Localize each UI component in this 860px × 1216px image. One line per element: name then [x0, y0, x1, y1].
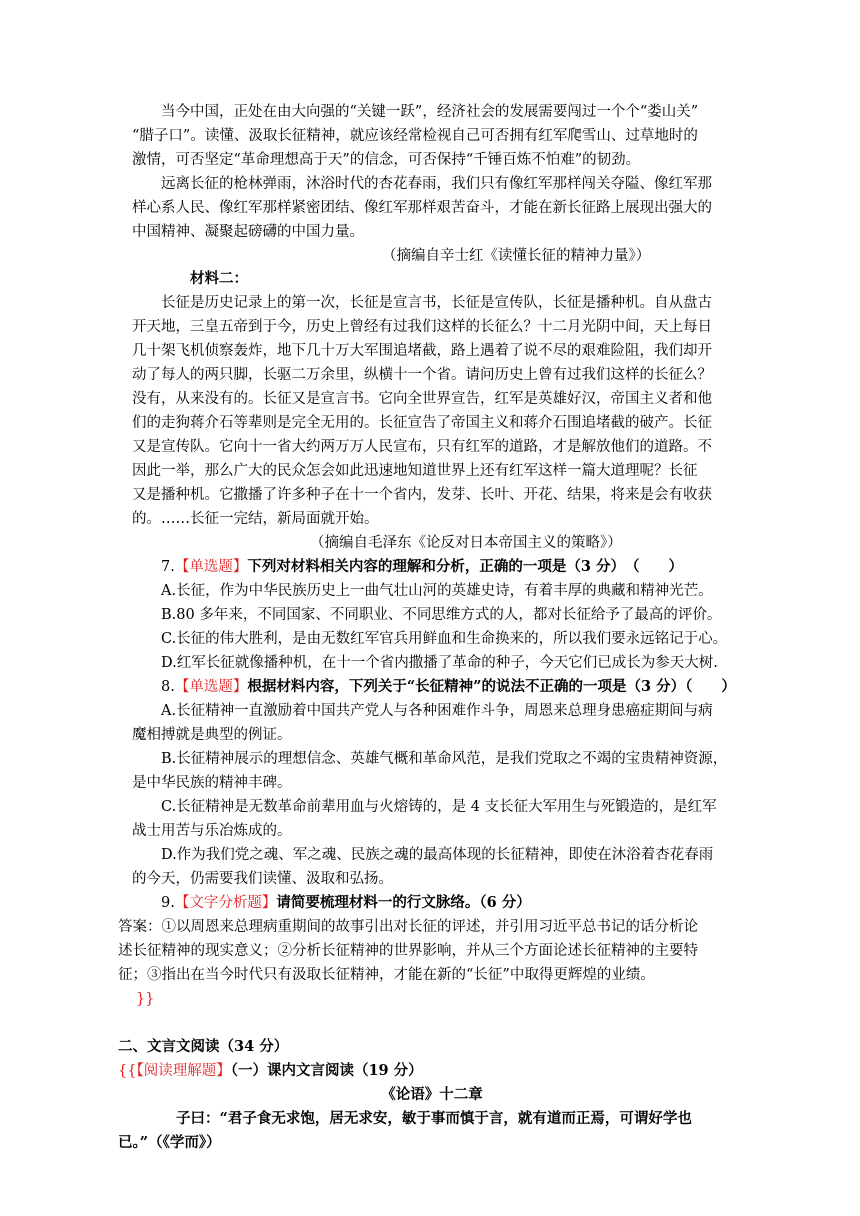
- option-c: C.长征的伟大胜利，是由无数红军官兵用鲜血和生命换来的，所以我们要永远铭记于心。: [161, 631, 728, 647]
- closing-braces: }}: [136, 991, 155, 1007]
- answer-line: 征；③指出在当今时代只有汲取长征精神，才能在新的“长征”中取得更辉煌的业绩。: [118, 967, 655, 983]
- text-line: 当今中国，正处在由大向强的“关键一跃”，经济社会的发展需要闯过一个个“娄山关”: [161, 104, 699, 120]
- option-b: B.80 多年来，不同国家、不同职业、不同思维方式的人，都对长征给予了最高的评价。: [161, 607, 722, 623]
- option-c-cont: 战士用苦与乐冶炼成的。: [132, 823, 292, 839]
- text-line: 开天地，三皇五帝到于今，历史上曾经有过我们这样的长征么？十二月光阴中间，天上每日: [132, 319, 712, 335]
- answer-line: 答案：①以周恩来总理病重期间的故事引出对长征的评述，并引用习近平总书记的话分析论: [118, 919, 698, 935]
- text-line: 长征是历史记录上的第一次，长征是宣言书，长征是宣传队，长征是播种机。自从盘古: [161, 295, 712, 311]
- question-type-tag: 【文字分析题】: [174, 895, 277, 911]
- text-line: 因此一举，那么广大的民众怎会如此迅速地知道世界上还有红军这样一篇大道理呢？长征: [132, 463, 698, 479]
- question-7-stem: [161, 555, 732, 579]
- question-type-tag: 【单选题】: [174, 559, 248, 575]
- text-line: 远离长征的枪林弹雨，沐浴时代的杏花春雨，我们只有像红军那样闯关夺隘、像红军那: [161, 176, 712, 192]
- option-c: C.长征精神是无数革命前辈用血与火熔铸的，是 4 支长征大军用生与死锻造的，是红军: [161, 799, 717, 815]
- text-line: 的。……长征一完结，新局面就开始。: [132, 511, 379, 527]
- subsection-title: （一）课内文言阅读（19 分）: [230, 1062, 423, 1079]
- text-line: “腊子口”。读懂、汲取长征精神，就应该经常检视自己可否拥有红军爬雪山、过草地时的: [132, 128, 698, 144]
- text-title: 《论语》十二章: [381, 1086, 483, 1103]
- quote-line: 子曰：“君子食无求饱，居无求安，敏于事而慎于言，就有道而正焉，可谓好学也: [176, 1110, 692, 1127]
- text-line: 又是播种机。它撒播了许多种子在十一个省内，发芽、长叶、开花、结果，将来是会有收获: [132, 487, 712, 503]
- question-type-tag: 【阅读理解题】: [136, 1063, 231, 1079]
- material-heading: 材料二：: [190, 270, 248, 287]
- text-line: 激情，可否坚定“革命理想高于天”的信念，可否保持“千锤百炼不怕难”的韧劲。: [132, 152, 641, 168]
- quote-line: 已。”（《学而》）: [118, 1134, 221, 1151]
- section-heading: 二、文言文阅读（34 分）: [118, 1038, 289, 1055]
- option-d-cont: 的今天，仍需要我们读懂、汲取和弘扬。: [132, 871, 393, 887]
- option-d: D.红军长征就像播种机，在十一个省内撒播了革命的种子，今天它们已成长为参天大树.: [161, 655, 718, 671]
- text-line: 样心系人民、像红军那样紧密团结、像红军那样艰苦奋斗，才能在新长征路上展现出强大的: [132, 200, 712, 216]
- question-type-tag: 【单选题】: [174, 679, 248, 695]
- subsection-heading: [118, 1059, 718, 1083]
- text-line: 中国精神、凝聚起磅礴的中国力量。: [132, 224, 364, 240]
- question-number: 7.: [161, 559, 175, 575]
- question-text: 请简要梳理材料一的行文脉络。（6 分）: [276, 894, 531, 911]
- source-citation: （摘编自辛士红《读懂长征的精神力量》）: [382, 248, 651, 264]
- option-a: A.长征，作为中华民族历史上一曲气壮山河的英雄史诗，有着丰厚的典藏和精神光芒。: [161, 583, 713, 599]
- question-number: 9.: [161, 895, 175, 911]
- text-line: 又是宣传队。它向十一省大约两万万人民宣布，只有红军的道路，才是解放他们的道路。不: [132, 439, 712, 455]
- option-b: B.长征精神展示的理想信念、英雄气概和革命风范，是我们党取之不竭的宝贵精神资源，: [161, 751, 728, 767]
- answer-line: 述长征精神的现实意义；②分析长征精神的世界影响，并从三个方面论述长征精神的主要特: [118, 943, 698, 959]
- option-a: A.长征精神一直激励着中国共产党人与各种困难作斗争，周恩来总理身患癌症期间与病: [161, 703, 713, 719]
- option-a-cont: 魔相搏就是典型的例证。: [132, 727, 292, 743]
- text-line: 们的走狗蒋介石等辈则是完全无用的。长征宣告了帝国主义和蒋介石围追堵截的破产。长征: [132, 415, 712, 431]
- option-d: D.作为我们党之魂、军之魂、民族之魂的最高体现的长征精神，即使在沐浴着杏花春雨: [161, 847, 714, 863]
- question-number: 8.: [161, 679, 175, 695]
- source-citation: （摘编自毛泽东《论反对日本帝国主义的策略》）: [310, 535, 622, 551]
- option-b-cont: 是中华民族的精神丰碑。: [132, 775, 292, 791]
- opening-braces: {{: [118, 1063, 137, 1079]
- text-line: 几十架飞机侦察轰炸，地下几十万大军围追堵截，路上遇着了说不尽的艰难险阻，我们却开: [132, 343, 712, 359]
- question-text: 根据材料内容，下列关于“长征精神”的说法不正确的一项是（3 分）（ ）: [247, 678, 736, 695]
- question-text: 下列对材料相关内容的理解和分析，正确的一项是（3 分） （ ）: [247, 558, 683, 575]
- question-9-stem: [161, 891, 732, 915]
- text-line: 动了每人的两只脚，长驱二万余里，纵横十一个省。请问历史上曾有过我们这样的长征么？: [132, 367, 712, 383]
- question-8-stem: [161, 675, 736, 699]
- text-line: 没有，从来没有的。长征又是宣言书。它向全世界宣告，红军是英雄好汉，帝国主义者和他: [132, 391, 712, 407]
